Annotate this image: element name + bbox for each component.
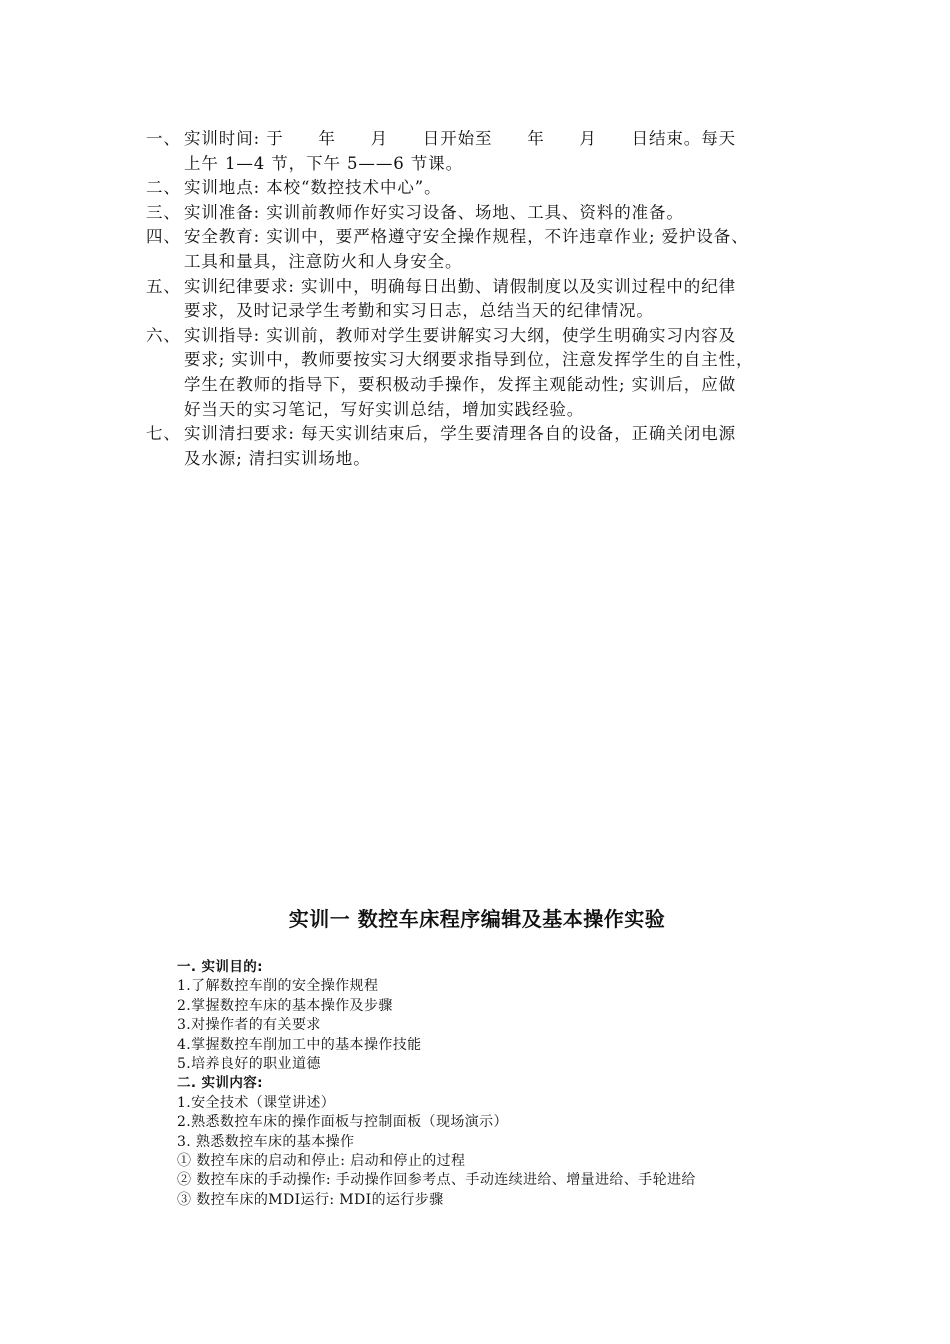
rule-item-time [146, 127, 826, 176]
rule-line: 实训准备: 实训前教师作好实习设备、场地、工具、资料的准备。 [184, 202, 684, 222]
rule-text [184, 422, 826, 471]
heading-training-goals: 一. 实训目的: [177, 959, 263, 975]
rule-line: 实训地点: 本校“数控技术中心”。 [184, 178, 442, 198]
goal-item: 3.对操作者的有关要求 [177, 1017, 321, 1034]
goal-item: 4.掌握数控车削加工中的基本操作技能 [177, 1036, 422, 1053]
rule-text [184, 275, 826, 324]
rule-line: 实训指导: 实训前，教师对学生要讲解实习大纲，使学生明确实习内容及 [184, 325, 737, 345]
rule-line: 上午 1—4 节，下午 5——6 节课。 [184, 153, 463, 173]
goal-item: 5.培养良好的职业道德 [177, 1056, 321, 1073]
content-item: 3. 熟悉数控车床的基本操作 [177, 1133, 355, 1150]
rule-line: 安全教育: 实训中，要严格遵守安全操作规程，不许违章作业; 爱护设备、 [184, 227, 749, 247]
rule-text [184, 324, 826, 422]
rule-line: 要求，及时记录学生考勤和实习日志，总结当天的纪律情况。 [184, 301, 654, 321]
section-title: 实训一 数控车床程序编辑及基本操作实验 [288, 907, 666, 931]
content-item: 1.安全技术（课堂讲述） [177, 1094, 336, 1111]
content-item: ① 数控车床的启动和停止: 启动和停止的过程 [177, 1153, 466, 1170]
rule-line: 实训清扫要求: 每天实训结束后，学生要清理各自的设备，正确关闭电源 [184, 424, 737, 444]
rule-line: 实训时间: 于 年 月 日开始至 年 月 日结束。每天 [184, 129, 737, 148]
rule-number: 五、 [146, 276, 181, 296]
rule-item-cleaning [146, 422, 826, 471]
rule-text [184, 127, 826, 176]
rule-line: 实训纪律要求: 实训中，明确每日出勤、请假制度以及实训过程中的纪律 [184, 276, 737, 296]
content-item: ③ 数控车床的MDI运行: MDI的运行步骤 [177, 1191, 444, 1208]
rule-text [184, 225, 826, 274]
rule-item-preparation [146, 201, 826, 226]
heading-training-contents: 二. 实训内容: [177, 1075, 263, 1092]
training-rules-list [146, 127, 826, 471]
rule-item-discipline [146, 275, 826, 324]
rule-number: 六、 [146, 325, 181, 345]
rule-number: 四、 [146, 227, 181, 247]
rule-line: 好当天的实习笔记，写好实训总结，增加实践经验。 [184, 399, 585, 419]
rule-line: 要求; 实训中，教师要按实习大纲要求指导到位，注意发挥学生的自主性， [184, 350, 754, 370]
content-item: 2.熟悉数控车床的操作面板与控制面板（现场演示） [177, 1114, 508, 1131]
rule-number: 七、 [146, 424, 181, 444]
rule-item-location [146, 176, 826, 201]
rule-item-safety [146, 225, 826, 274]
rule-number: 二、 [146, 178, 181, 198]
rule-text [184, 201, 826, 226]
rule-item-guidance [146, 324, 826, 422]
content-item: ② 数控车床的手动操作: 手动操作回参考点、手动连续进给、增量进给、手轮进给 [177, 1172, 696, 1189]
rule-number: 一、 [146, 129, 181, 148]
rule-number: 三、 [146, 202, 181, 222]
goal-item: 1.了解数控车削的安全操作规程 [177, 978, 379, 995]
rule-text [184, 176, 826, 201]
training-outline [177, 958, 877, 1210]
rule-line: 及水源; 清扫实训场地。 [184, 448, 371, 468]
rule-line: 学生在教师的指导下，要积极动手操作，发挥主观能动性; 实训后，应做 [184, 374, 737, 394]
goal-item: 2.掌握数控车床的基本操作及步骤 [177, 997, 393, 1014]
rule-line: 工具和量具，注意防火和人身安全。 [184, 251, 463, 271]
